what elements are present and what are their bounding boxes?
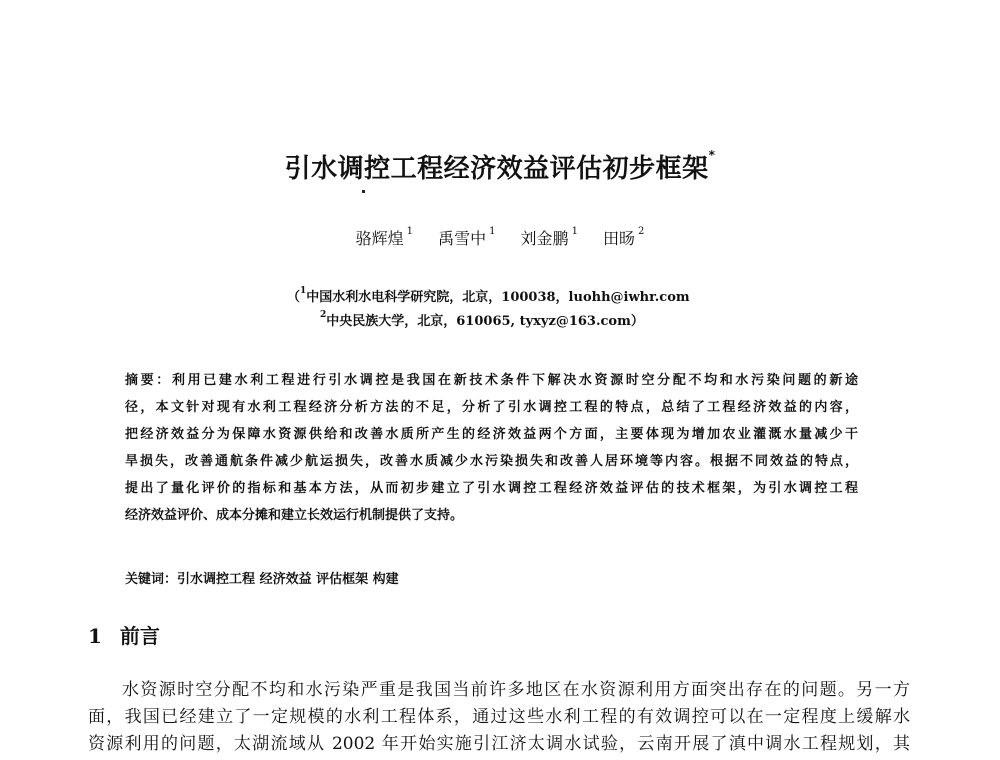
body-line: 资源利用的问题，太湖流域从 2002 年开始实施引江济太调水试验，云南开展了滇中调水工程规划，其 xyxy=(88,734,910,754)
body-line: 水资源时空分配不均和水污染严重是我国当前许多地区在水资源利用方面突出存在的问题。另一方 xyxy=(122,680,910,700)
affiliation-text: 中国水利水电科学研究院，北京，100038，luohh@iwhr.com xyxy=(306,290,690,305)
abstract-line: 提出了量化评价的指标和基本方法，从而初步建立了引水调控工程经济效益评估的技术框架，为引水调控工程 xyxy=(125,481,858,496)
title-text: 引水调控工程经济效益评估初步框架 xyxy=(284,154,709,184)
abstract-text: 利用已建水利工程进行引水调控是我国在新技术条件下解决水资源时空分配不均和水污染问题的新途 xyxy=(171,373,858,388)
affiliation xyxy=(320,310,644,329)
abstract-line: 经济效益评价、成本分摊和建立长效运行机制提供了支持。 xyxy=(125,508,464,523)
section-heading xyxy=(88,620,160,649)
author-affiliation-mark: 1 xyxy=(571,226,578,237)
affiliation xyxy=(287,286,690,305)
affiliation-text: 中央民族大学，北京，610065, tyxyz@163.com） xyxy=(326,314,644,329)
author-name: 禹雪中 xyxy=(438,229,487,248)
section-title: 前言 xyxy=(119,624,160,648)
abstract-line: 旱损失，改善通航条件减少航运损失，改善水质减少水污染损失和改善人居环境等内容。根据不同效益的特点， xyxy=(125,454,858,469)
author-name: 田旸 xyxy=(603,229,636,248)
author-affiliation-mark: 2 xyxy=(638,226,645,237)
keywords-label: 关键词： xyxy=(125,572,178,587)
keyword: 评估框架 xyxy=(316,572,369,587)
body-line: 面，我国已经建立了一定规模的水利工程体系，通过这些水利工程的有效调控可以在一定程度上缓解水 xyxy=(88,707,910,727)
affiliation-paren: （ xyxy=(287,290,301,305)
author-affiliation-mark: 1 xyxy=(406,226,413,237)
author xyxy=(438,226,496,248)
section-number: 1 xyxy=(88,624,102,648)
author-list xyxy=(0,226,1000,249)
keyword: 构建 xyxy=(372,572,399,587)
author-name: 骆辉煌 xyxy=(355,229,404,248)
paper-title xyxy=(0,148,1000,185)
keyword: 经济效益 xyxy=(259,572,312,587)
author xyxy=(603,226,645,248)
author xyxy=(520,226,578,248)
stray-dot xyxy=(362,190,365,193)
author-name: 刘金鹏 xyxy=(520,229,569,248)
affiliation-number: 1 xyxy=(300,286,307,296)
abstract-label: 摘要： xyxy=(125,373,172,388)
author xyxy=(355,226,413,248)
abstract-line xyxy=(125,371,858,391)
keyword: 引水调控工程 xyxy=(177,572,256,587)
abstract-line: 径，本文针对现有水利工程经济分析方法的不足，分析了引水调控工程的特点，总结了工程经济效益的内容， xyxy=(125,400,858,415)
keywords xyxy=(125,568,399,587)
abstract-line: 把经济效益分为保障水资源供给和改善水质所产生的经济效益两个方面，主要体现为增加农业灌溉水量减少干 xyxy=(125,427,858,442)
author-affiliation-mark: 1 xyxy=(489,226,496,237)
affiliation-number: 2 xyxy=(320,310,327,320)
title-footnote-mark: * xyxy=(708,148,716,162)
